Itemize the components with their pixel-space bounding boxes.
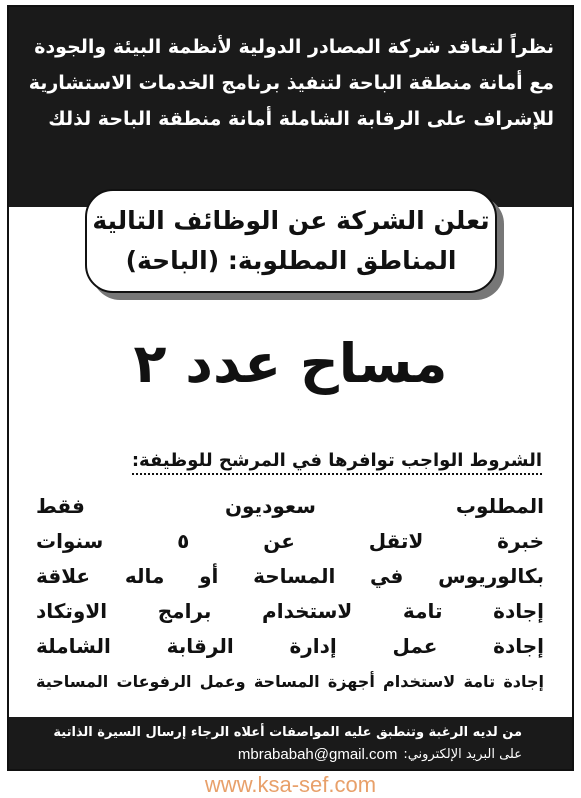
site-watermark: www.ksa-sef.com bbox=[204, 772, 377, 797]
requirement-item: المطلوب سعوديون فقط bbox=[36, 494, 544, 518]
required-regions: المناطق المطلوبة: (الباحة) bbox=[125, 246, 457, 275]
email-label: على البريد الإلكتروني: bbox=[403, 747, 522, 762]
announcement-title: تعلن الشركة عن الوظائف التالية bbox=[92, 206, 490, 235]
announcement-box bbox=[85, 189, 497, 293]
conditions-heading: الشروط الواجب توافرها في المرشح للوظيفة: bbox=[132, 450, 542, 475]
job-advertisement bbox=[7, 5, 574, 771]
requirement-item: إجادة تامة لاستخدام برامج الاوتكاد bbox=[36, 599, 544, 623]
intro-line: مع أمانة منطقة الباحة لتنفيذ برنامج الخدمات الاستشارية bbox=[28, 72, 554, 94]
email-row bbox=[238, 746, 522, 763]
email-address[interactable]: mbrababah@gmail.com bbox=[237, 746, 398, 763]
application-instructions: من لديه الرغبة وتنطبق عليه المواصفات أعلاه الرجاء إرسال السيرة الذاتية bbox=[53, 725, 522, 740]
requirement-item: خبرة لاتقل عن ٥ سنوات bbox=[36, 529, 544, 553]
intro-line: نظراً لتعاقد شركة المصادر الدولية لأنظمة البيئة والجودة bbox=[34, 36, 554, 58]
intro-band bbox=[9, 7, 572, 207]
requirement-item: بكالوريوس في المساحة أو ماله علاقة bbox=[36, 564, 544, 588]
intro-line: للإشراف على الرقابة الشاملة أمانة منطقة الباحة لذلك bbox=[48, 108, 554, 130]
requirement-item: إجادة تامة لاستخدام أجهزة المساحة وعمل الرفوعات المساحية bbox=[36, 672, 544, 691]
contact-footer bbox=[9, 717, 572, 769]
requirements-list bbox=[36, 489, 544, 699]
job-title: مساح عدد ٢ bbox=[133, 332, 448, 395]
requirement-item: إجادة عمل إدارة الرقابة الشاملة bbox=[36, 634, 544, 658]
intro-text bbox=[24, 29, 554, 137]
